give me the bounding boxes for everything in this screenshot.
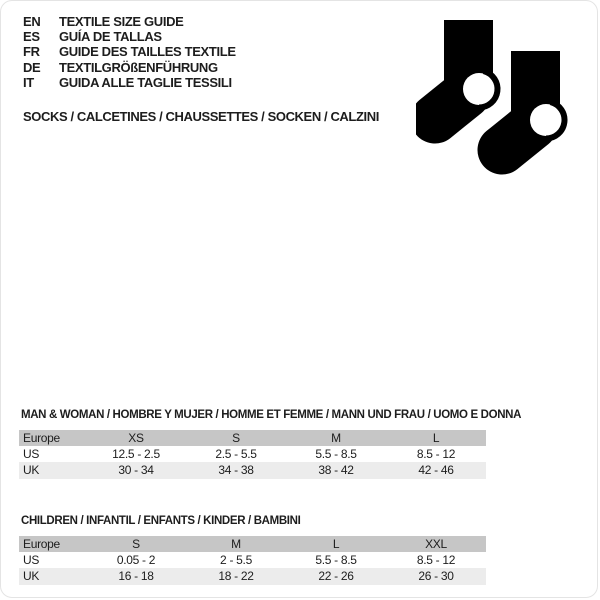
column-header-xxl: XXL bbox=[425, 537, 447, 552]
size-table bbox=[19, 430, 486, 479]
column-header-s: S bbox=[232, 431, 240, 446]
size-table-adults bbox=[19, 409, 522, 479]
table-row-uk bbox=[19, 462, 486, 478]
table-title-children: CHILDREN / INFANTIL / ENFANTS / KINDER / BAMBINI bbox=[21, 515, 301, 527]
column-header-europe: Europe bbox=[23, 431, 60, 446]
column-header-s: S bbox=[132, 537, 140, 552]
table-cell: 30 - 34 bbox=[118, 463, 154, 478]
table-cell: 38 - 42 bbox=[318, 463, 354, 478]
language-legend bbox=[23, 14, 236, 90]
table-cell: 16 - 18 bbox=[118, 569, 154, 584]
language-code: ES bbox=[23, 29, 40, 45]
size-table bbox=[19, 536, 486, 585]
table-cell: 5.5 - 8.5 bbox=[315, 447, 357, 462]
language-label: GUIDA ALLE TAGLIE TESSILI bbox=[59, 74, 232, 90]
language-code: IT bbox=[23, 74, 34, 90]
row-label: US bbox=[23, 447, 40, 462]
row-label: UK bbox=[23, 569, 40, 584]
language-row-es bbox=[23, 29, 236, 44]
table-header-row bbox=[19, 430, 486, 446]
socks-icon bbox=[416, 15, 568, 181]
language-label: TEXTILE SIZE GUIDE bbox=[59, 14, 184, 30]
table-cell: 34 - 38 bbox=[218, 463, 254, 478]
language-label: TEXTILGRÖßENFÜHRUNG bbox=[59, 59, 218, 75]
table-cell: 8.5 - 12 bbox=[416, 553, 456, 568]
table-row-uk bbox=[19, 568, 486, 584]
language-row-fr bbox=[23, 44, 236, 59]
table-cell: 12.5 - 2.5 bbox=[112, 447, 160, 462]
socks-icon-svg bbox=[416, 15, 568, 181]
language-row-de bbox=[23, 60, 236, 75]
language-label: GUÍA DE TALLAS bbox=[59, 29, 162, 45]
table-cell: 8.5 - 12 bbox=[416, 447, 456, 462]
row-label: US bbox=[23, 553, 40, 568]
column-header-m: M bbox=[331, 431, 341, 446]
language-code: EN bbox=[23, 14, 41, 30]
row-label: UK bbox=[23, 463, 40, 478]
table-cell: 0.05 - 2 bbox=[116, 553, 156, 568]
table-title-adults: MAN & WOMAN / HOMBRE Y MUJER / HOMME ET FEMME / MANN UND FRAU / UOMO E DONNA bbox=[21, 409, 522, 421]
table-cell: 18 - 22 bbox=[218, 569, 254, 584]
language-row-it bbox=[23, 75, 236, 90]
table-header-row bbox=[19, 536, 486, 552]
table-cell: 42 - 46 bbox=[418, 463, 454, 478]
table-row-us bbox=[19, 552, 486, 568]
table-cell: 22 - 26 bbox=[318, 569, 354, 584]
language-code: FR bbox=[23, 44, 40, 60]
table-cell: 26 - 30 bbox=[418, 569, 454, 584]
language-code: DE bbox=[23, 59, 41, 75]
table-cell: 2.5 - 5.5 bbox=[215, 447, 257, 462]
column-header-xs: XS bbox=[128, 431, 144, 446]
column-header-m: M bbox=[231, 537, 241, 552]
column-header-europe: Europe bbox=[23, 537, 60, 552]
table-cell: 2 - 5.5 bbox=[220, 553, 252, 568]
column-header-l: L bbox=[432, 431, 440, 446]
table-cell: 5.5 - 8.5 bbox=[315, 553, 357, 568]
category-title: SOCKS / CALCETINES / CHAUSSETTES / SOCKEN / CALZINI bbox=[23, 109, 379, 124]
language-row-en bbox=[23, 14, 236, 29]
size-table-children bbox=[19, 515, 486, 585]
column-header-l: L bbox=[332, 537, 340, 552]
language-label: GUIDE DES TAILLES TEXTILE bbox=[59, 44, 236, 60]
table-row-us bbox=[19, 446, 486, 462]
